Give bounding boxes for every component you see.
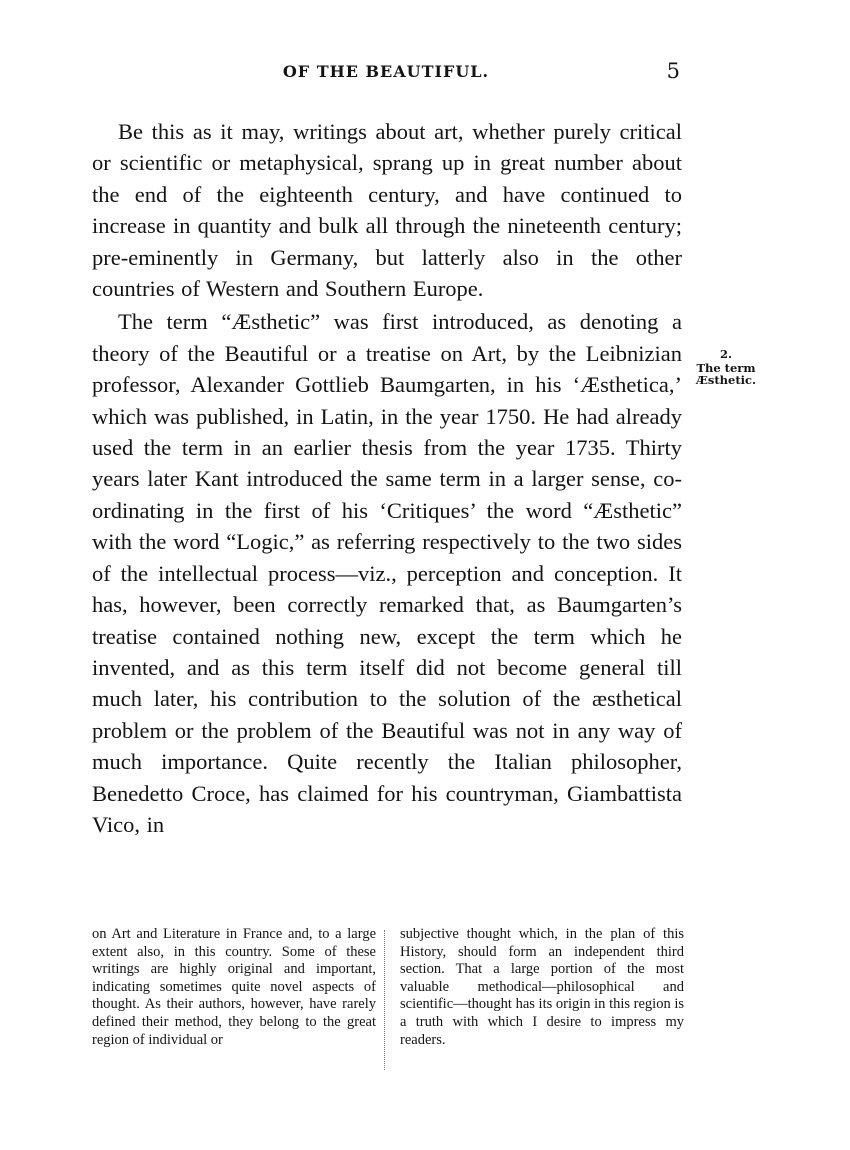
main-text xyxy=(92,116,682,840)
page-header xyxy=(92,59,680,92)
paragraph: Be this as it may, writings about art, whether purely critical or scientific or metaphysical, sprang up in great number about the end of the eighteenth century, and have continued to increase in quantity and bulk all through the nineteenth century; pre-eminently in Germany, but latterly also in the other countries of Western and Southern Europe. xyxy=(92,119,682,302)
footnote-column-left: on Art and Literature in France and, to a large extent also, in this country. Some of these writings are highly original and important, indicating sometimes quite novel aspects of thought. As their authors, however, have rarely defined their method, they belong to the great region of individual or xyxy=(92,926,376,1048)
running-head: OF THE BEAUTIFUL. xyxy=(282,62,490,81)
margin-note xyxy=(688,348,764,386)
page-number: 5 xyxy=(666,59,680,83)
footnote-column-right: subjective thought which, in the plan of this History, should form an independent third section. That a large portion of the most valuable methodical—philosophical and scientific—thought has its origin in this region is a truth with which I desire to impress my readers. xyxy=(400,926,684,1048)
paragraph: The term “Æsthetic” was first introduced, as denoting a theory of the Beautiful or a treatise on Art, by the Leibnizian professor, Alexander Gottlieb Baumgarten, in his ‘Æsthetica,’ which was published, in Latin, in the year 1750. He had already used the term in an earlier thesis from the year 1735. Thirty years later Kant introduced the same term in a larger sense, co-ordinating in the first of his ‘Critiques’ the word “Æsthetic” with the word “Logic,” as referring respectively to the two sides of the intellectual process—viz., perception and conception. It has, however, been correctly remarked that, as Baumgarten’s treatise contained nothing new, except the term which he invented, and as this term itself did not become general till much later, his contribution to the solution of the æsthetical problem or the problem of the Beautiful was not in any way of much importance. Quite recently the Italian philosopher, Benedetto Croce, has claimed for his countryman, Giambattista Vico, in xyxy=(92,309,682,837)
margin-note-label: Æsthetic. xyxy=(695,373,757,387)
margin-note-label: The term xyxy=(696,361,756,375)
column-divider xyxy=(384,930,386,1070)
margin-note-number: 2. xyxy=(719,347,732,361)
